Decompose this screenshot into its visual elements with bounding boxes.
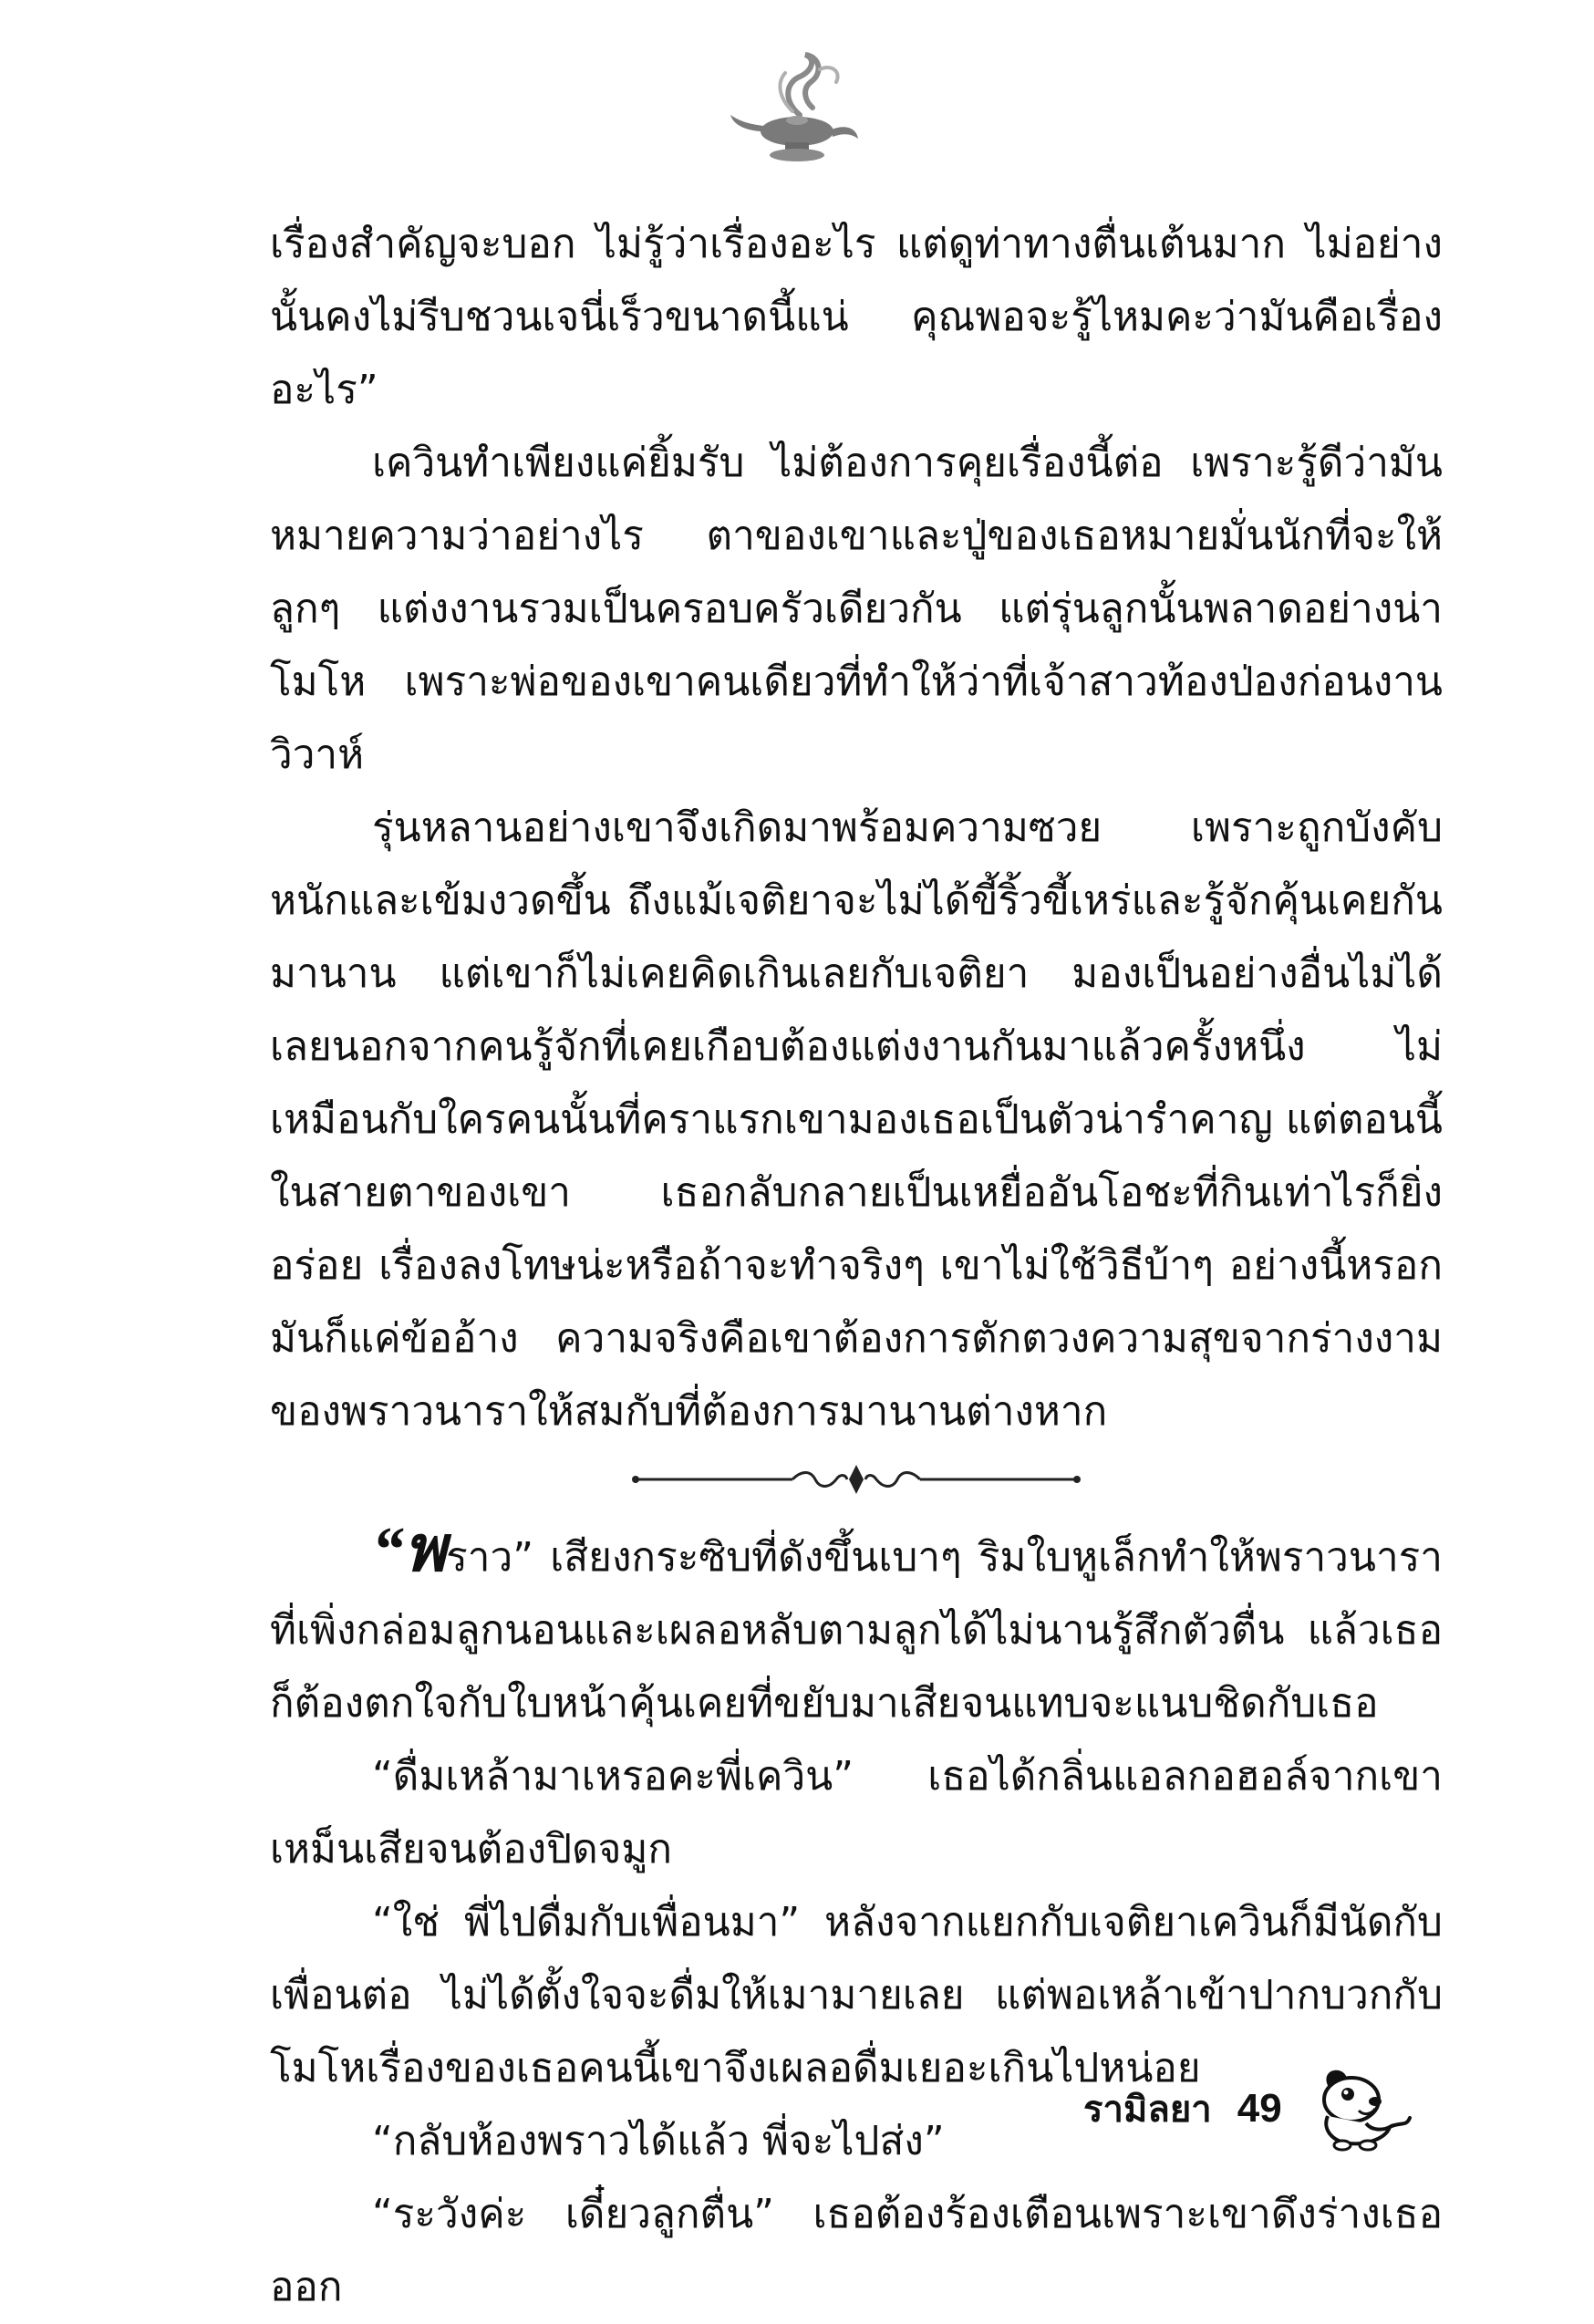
paragraph-5: “ดื่มเหล้ามาเหรอคะพี่เควิน” เธอได้กลิ่นแอลกอฮอล์จากเขา เหม็นเสียจนต้องปิดจมูก	[270, 1753, 1443, 1873]
page-number: 49	[1237, 2086, 1282, 2131]
page-body	[270, 208, 1443, 2324]
paragraph-6: “ใช่ พี่ไปดื่มกับเพื่อนมา” หลังจากแยกกับเจติยาเควินก็มีนัดกับเพื่อนต่อ ไม่ได้ตั้งใจจะดื่มให้เมามายเลย แต่พอเหล้าเข้าปากบวกกับโมโหเรื่องของเธอคนนี้เขาจึงเผลอดื่มเยอะเกินไปหน่อย	[270, 1899, 1443, 2091]
puppy-mascot-icon	[1295, 2063, 1413, 2154]
dropcap: “พ	[372, 1515, 447, 1585]
paragraph-2: เควินทำเพียงแค่ยิ้มรับ ไม่ต้องการคุยเรื่องนี้ต่อ เพราะรู้ดีว่ามันหมายความว่าอย่างไร ตาของเขาและปู่ของเธอหมายมั่นนักที่จะให้ลูกๆ แต่งงานรวมเป็นครอบครัวเดียวกัน แต่รุ่นลูกนั้นพลาดอย่างน่าโมโห เพราะพ่อของเขาคนเดียวที่ทำให้ว่าที่เจ้าสาวท้องป่องก่อนงานวิวาห์	[270, 440, 1443, 778]
paragraph-3: รุ่นหลานอย่างเขาจึงเกิดมาพร้อมความซวย เพราะถูกบังคับหนักและเข้มงวดขึ้น ถึงแม้เจติยาจะไม่ได้ขี้ริ้วขี้เหร่และรู้จักคุ้นเคยกันมานาน แต่เขาก็ไม่เคยคิดเกินเลยกับเจติยา มองเป็นอย่างอื่นไม่ได้เลยนอกจากคนรู้จักที่เคยเกือบต้องแต่งงานกันมาแล้วครั้งหนึ่ง ไม่เหมือนกับใครคนนั้นที่คราแรกเขามองเธอเป็นตัวน่ารำคาญ แต่ตอนนี้ในสายตาของเขา เธอกลับกลายเป็นเหยื่ออันโอชะที่กินเท่าไรก็ยิ่งอร่อย เรื่องลงโทษน่ะหรือถ้าจะทำจริงๆ เขาไม่ใช้วิธีบ้าๆ อย่างนี้หรอก มันก็แค่ข้ออ้าง ความจริงคือเขาต้องการตักตวงความสุขจากร่างงามของพราวนาราให้สมกับที่ต้องการมานานต่างหาก	[270, 804, 1443, 1435]
magic-lamp-icon	[729, 51, 865, 170]
ornamental-divider-icon	[628, 1461, 1084, 1498]
section-2-opening	[270, 1515, 1443, 1740]
paragraph-8: “ระวังค่ะ เดี๋ยวลูกตื่น” เธอต้องร้องเตือนเพราะเขาดึงร่างเธอออก	[270, 2191, 1443, 2310]
paragraph-1: เรื่องสำคัญจะบอก ไม่รู้ว่าเรื่องอะไร แต่ดูท่าทางตื่นเต้นมาก ไม่อย่างนั้นคงไม่รีบชวนเจนี่เร็วขนาดนี้แน่ คุณพอจะรู้ไหมคะว่ามันคือเรื่องอะไร”	[270, 221, 1443, 413]
page-footer	[1083, 2063, 1413, 2154]
section-divider	[270, 1448, 1443, 1521]
book-title: รามิลยา	[1083, 2089, 1212, 2131]
paragraph-7: “กลับห้องพราวได้แล้ว พี่จะไปส่ง”	[372, 2118, 945, 2164]
opening-text: ราว” เสียงกระซิบที่ดังขึ้นเบาๆ ริมใบหูเล็กทำให้พราวนาราที่เพิ่งกล่อมลูกนอนและเผลอหลับตามลูกได้ไม่นานรู้สึกตัวตื่น แล้วเธอก็ต้องตกใจกับใบหน้าคุ้นเคยที่ขยับมาเสียจนแทบจะแนบชิดกับเธอ	[270, 1534, 1443, 1727]
